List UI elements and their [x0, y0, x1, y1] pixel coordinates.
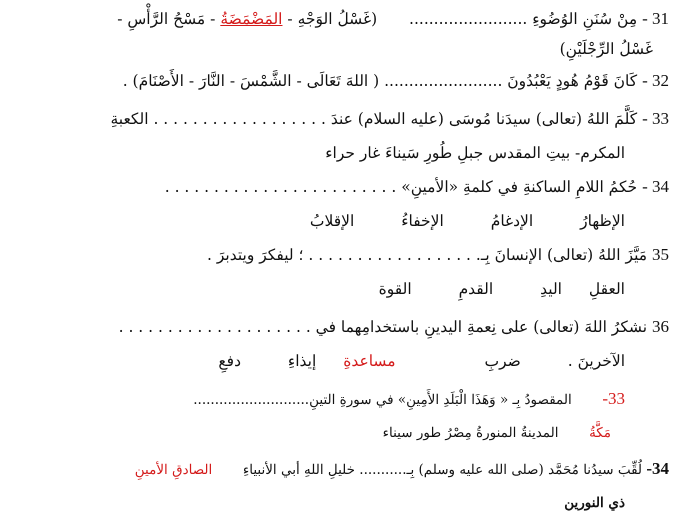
- continuation-text: الآخرينَ .: [567, 352, 625, 370]
- question-number: 33 -: [642, 109, 669, 128]
- option-2: الإدغامُ: [490, 212, 534, 230]
- question-33b: [14, 388, 625, 411]
- question-text: حُكمُ اللامِ الساكنةِ في كلمةِ «الأمينِ» . . . . . . . . . . . . . . . . . . . . . . . .: [164, 178, 638, 196]
- option-1: ضربِ: [484, 352, 521, 370]
- question-text: مَيَّزَ اللهُ (تعالى) الإنسانَ بِـ. . . . . . . . . . . . . . . . . . ؛ ليفكرَ ويتدبرَ .: [207, 246, 648, 264]
- question-33b-options: [14, 422, 611, 444]
- answer-option: الصادقِ الأمينِ: [134, 462, 213, 478]
- question-35-options: [14, 278, 625, 300]
- options-text: المدينةُ المنورةُ مِصْرُ طور سيناء: [382, 425, 559, 441]
- option-2: اليدِ: [540, 280, 562, 298]
- question-34-options: [14, 210, 625, 232]
- option-group-end: غَسْلُ الرِّجْلَيْنِ): [559, 40, 653, 58]
- last-option: ذي النورين: [564, 495, 625, 511]
- question-33: [14, 108, 669, 130]
- question-number: 36: [652, 317, 669, 336]
- question-number: 33-: [602, 389, 625, 408]
- option-3: إيذاءِ: [287, 352, 317, 370]
- option-group-middle: - مَسْحُ الرَّأْسِ -: [117, 10, 216, 28]
- answer-option: مَكَّةُ: [589, 425, 611, 441]
- question-number: 32 -: [642, 71, 669, 90]
- option-2-answer: مساعدةِ: [343, 352, 396, 370]
- options-text: المكرم- بيتِ المقدس جبلِ طُورِ سَيناءَ غار حراء: [325, 144, 625, 162]
- option-1: العقلِ: [588, 280, 625, 298]
- option-4: القوة: [378, 280, 412, 298]
- question-number: 35: [652, 245, 669, 264]
- question-33-options: [14, 142, 625, 164]
- question-36: [14, 316, 669, 338]
- option-1: الإظهارُ: [580, 212, 625, 230]
- question-text: لُقِّبَ سيدُنا مُحَمَّد (صلى الله عليه وسلم) بِـ........... خليلِ اللهِ أبي الأنبياءِ: [242, 462, 643, 478]
- option-4: الإقلابُ: [309, 212, 355, 230]
- question-text: المقصودُ بِـ « وَهَذَا الْبَلَدِ الأَمِينِ» في سورةِ التينِ...........................: [193, 392, 572, 408]
- question-31: [14, 8, 669, 30]
- question-text: نشكرُ اللهَ (تعالى) على نِعمةِ اليدينِ باستخدامِهما في . . . . . . . . . . . . . . . . . . . .: [118, 318, 648, 336]
- option-3: القدمِ: [458, 280, 494, 298]
- question-text: كَانَ قَوْمُ هُودٍ يَعْبُدُونَ ........................ ( اللهَ تَعَالَى - الشَّمْسَ - النَّارَ - الأَصْنَامَ) .: [122, 72, 638, 90]
- highlighted-answer: المَضْمَضَةُ: [220, 10, 283, 28]
- question-text: كَلَّمَ اللهُ (تعالى) سيدَنا مُوسَى (عليه السلام) عندَ . . . . . . . . . . . . . . . . . . الكعبةِ: [110, 110, 638, 128]
- question-number: 34 -: [642, 177, 669, 196]
- question-stem: مِنْ سُنَنِ الوُضُوءِ ........................: [409, 10, 638, 28]
- question-34b-last-option: [14, 492, 625, 514]
- option-4: دفعِ: [218, 352, 241, 370]
- question-number: 31 -: [642, 9, 669, 28]
- question-36-options: [14, 350, 625, 372]
- question-34: [14, 176, 669, 198]
- question-number: 34-: [646, 459, 669, 478]
- question-31-continued: [14, 38, 653, 60]
- question-35: [14, 244, 669, 266]
- option-group-start: (غَسْلُ الوَجْهِ -: [287, 10, 378, 28]
- question-34b: [14, 458, 669, 481]
- question-32: [14, 70, 669, 92]
- option-3: الإخفاءُ: [401, 212, 444, 230]
